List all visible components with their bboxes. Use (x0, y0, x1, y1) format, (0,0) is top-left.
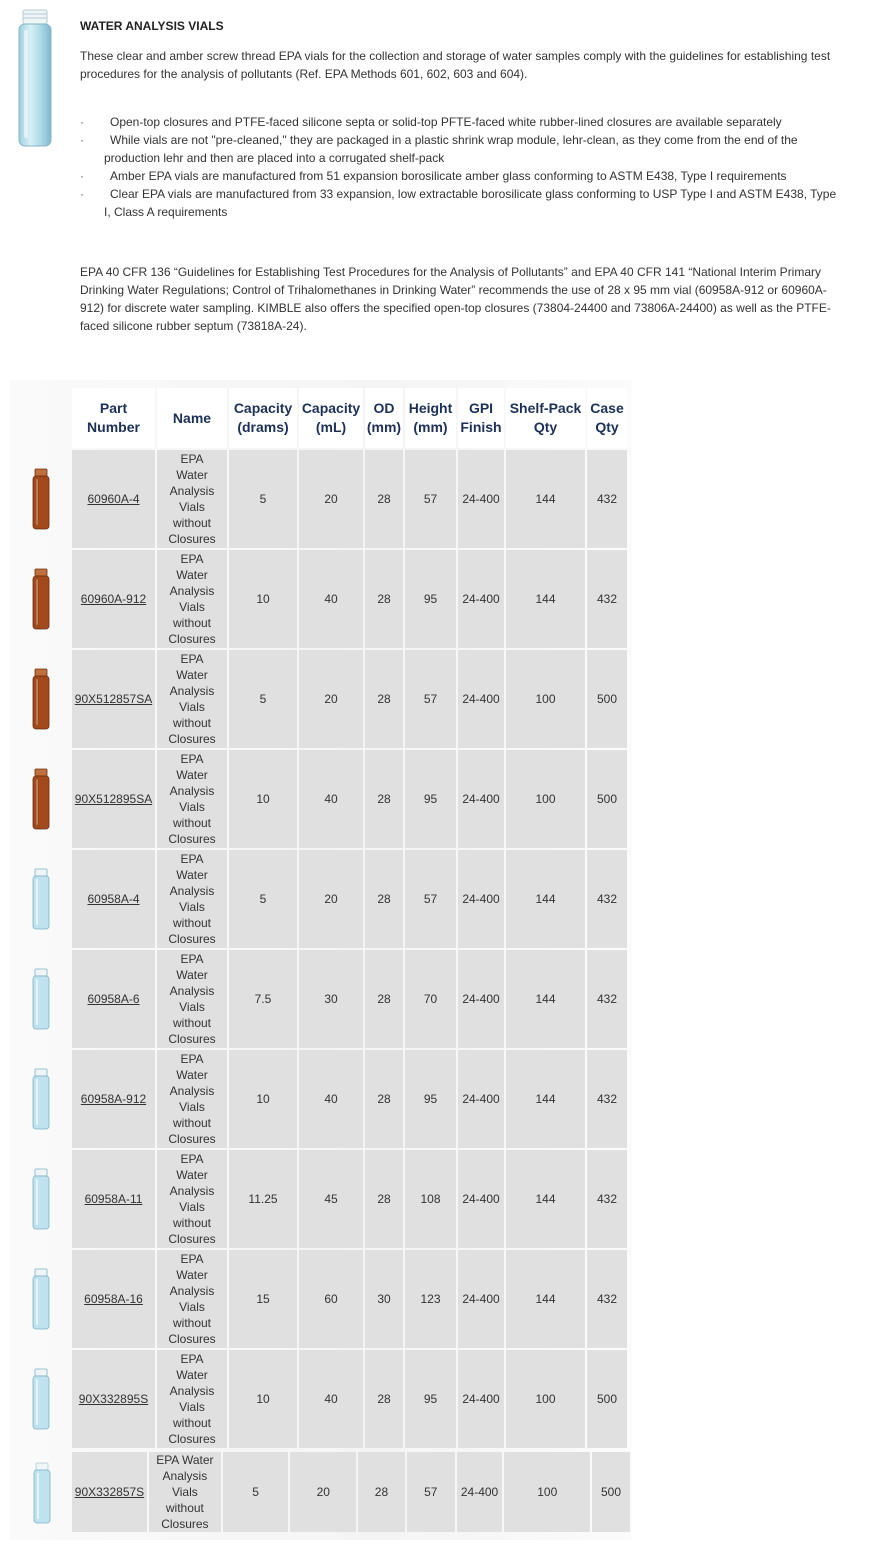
od-mm: 28 (358, 1452, 405, 1532)
case-qty: 432 (587, 450, 627, 548)
gpi-finish: 24-400 (458, 1350, 504, 1448)
vial-amber-image (32, 468, 50, 530)
capacity-ml: 40 (299, 1050, 363, 1148)
part-number-link[interactable]: 90X332895S (78, 1392, 149, 1406)
header-case-qty: Case Qty (587, 388, 627, 448)
height-mm: 95 (405, 750, 456, 848)
table-row (12, 1150, 627, 1248)
product-name: EPA Water Analysis Vials without Closures (157, 1250, 227, 1348)
product-table-area (10, 380, 632, 1540)
capacity-drams: 5 (223, 1452, 289, 1532)
gpi-finish: 24-400 (458, 1150, 504, 1248)
capacity-drams: 10 (229, 750, 297, 848)
vial-clear-image (32, 868, 50, 930)
capacity-drams: 5 (229, 850, 297, 948)
product-table (10, 386, 629, 1450)
list-item: · Clear EPA vials are manufactured from 33 expansion, low extractable borosilicate glass conforming to USP Type I and ASTM E438, Type I, Class A requirements (80, 187, 837, 219)
table-row (12, 1250, 627, 1348)
od-mm: 28 (365, 1050, 403, 1148)
table-row (12, 1050, 627, 1148)
part-number-link[interactable]: 90X512857SA (74, 692, 153, 706)
product-name: EPA Water Analysis Vials without Closures (157, 650, 227, 748)
capacity-ml: 20 (299, 850, 363, 948)
product-table-last-row (70, 1450, 632, 1534)
capacity-ml: 40 (299, 550, 363, 648)
image-header (12, 388, 70, 448)
height-mm: 70 (405, 950, 456, 1048)
capacity-ml: 20 (299, 650, 363, 748)
feature-list (80, 113, 838, 221)
capacity-ml: 40 (299, 750, 363, 848)
part-number-link[interactable]: 60958A-912 (80, 1092, 147, 1106)
intro-paragraph: These clear and amber screw thread EPA vials for the collection and storage of water samples comply with the guidelines for establishing test procedures for the analysis of pollutants (Ref. EPA Methods 601, 602, 603 and 604). (80, 49, 831, 81)
height-mm: 123 (405, 1250, 456, 1348)
case-qty: 432 (587, 1150, 627, 1248)
product-name: EPA Water Analysis Vials without Closures (149, 1452, 221, 1532)
page-title: WATER ANALYSIS VIALS (80, 19, 224, 33)
product-name: EPA Water Analysis Vials without Closures (157, 1350, 227, 1448)
capacity-drams: 10 (229, 1050, 297, 1148)
case-qty: 500 (587, 1350, 627, 1448)
capacity-drams: 5 (229, 650, 297, 748)
part-number-link[interactable]: 60958A-4 (87, 892, 140, 906)
part-number-link[interactable]: 60958A-11 (84, 1192, 143, 1206)
od-mm: 28 (365, 650, 403, 748)
gpi-finish: 24-400 (458, 950, 504, 1048)
gpi-finish: 24-400 (458, 550, 504, 648)
product-name: EPA Water Analysis Vials without Closures (157, 950, 227, 1048)
intro-section (80, 17, 838, 335)
shelf-pack-qty: 144 (506, 1050, 585, 1148)
bullet-marker: · (80, 187, 84, 201)
gpi-finish: 24-400 (458, 450, 504, 548)
capacity-ml: 20 (290, 1452, 356, 1532)
part-number-link[interactable]: 60960A-912 (80, 592, 147, 606)
part-number-link[interactable]: 90X332857S (74, 1485, 145, 1499)
od-mm: 28 (365, 850, 403, 948)
table-header-row (12, 388, 627, 448)
cfr-note: EPA 40 CFR 136 “Guidelines for Establishing Test Procedures for the Analysis of Pollutants” and EPA 40 CFR 141 “National Interim Primary Drinking Water Regulations; Control of Trihalomethanes in Drinking Water” recommends the use of 28 x 95 mm vial (60958A-912 or 60960A-912) for discrete water sampling. KIMBLE also offers the specified open-top closures (73804-24400 and 73806A-24400) as well as the PTFE-faced silicone rubber septum (73818A-24). (80, 265, 831, 333)
shelf-pack-qty: 100 (506, 750, 585, 848)
shelf-pack-qty: 144 (506, 1250, 585, 1348)
capacity-ml: 60 (299, 1250, 363, 1348)
header-part-number: Part Number (72, 388, 155, 448)
case-qty: 432 (587, 850, 627, 948)
capacity-drams: 7.5 (229, 950, 297, 1048)
vial-clear-image (32, 1068, 50, 1130)
height-mm: 57 (405, 850, 456, 948)
od-mm: 28 (365, 750, 403, 848)
list-item: · While vials are not "pre-cleaned," they are packaged in a plastic shrink wrap module, lehr-clean, as they come from the end of the production lehr and then are placed into a corrugated shelf-pack (80, 133, 798, 165)
case-qty: 500 (592, 1452, 630, 1532)
gpi-finish: 24-400 (458, 1250, 504, 1348)
case-qty: 500 (587, 650, 627, 748)
vial-clear-image (32, 1268, 50, 1330)
od-mm: 28 (365, 950, 403, 1048)
shelf-pack-qty: 100 (506, 650, 585, 748)
product-name: EPA Water Analysis Vials without Closures (157, 550, 227, 648)
bullet-marker: · (80, 169, 84, 183)
capacity-drams: 11.25 (229, 1150, 297, 1248)
gpi-finish: 24-400 (458, 750, 504, 848)
gpi-finish: 24-400 (458, 850, 504, 948)
gpi-finish: 24-400 (458, 650, 504, 748)
part-number-link[interactable]: 60958A-16 (84, 1292, 143, 1306)
table-row (12, 450, 627, 548)
capacity-ml: 40 (299, 1350, 363, 1448)
gpi-finish: 24-400 (458, 1050, 504, 1148)
capacity-ml: 30 (299, 950, 363, 1048)
table-row (12, 750, 627, 848)
gpi-finish: 24-400 (457, 1452, 503, 1532)
height-mm: 57 (405, 650, 456, 748)
case-qty: 500 (587, 750, 627, 848)
product-name: EPA Water Analysis Vials without Closures (157, 750, 227, 848)
header-gpi-finish: GPI Finish (458, 388, 504, 448)
vial-clear-image (32, 1368, 50, 1430)
height-mm: 57 (407, 1452, 455, 1532)
vial-clear-image (33, 1462, 51, 1524)
capacity-drams: 10 (229, 550, 297, 648)
capacity-ml: 45 (299, 1150, 363, 1248)
vial-hero-image (16, 8, 54, 148)
product-name: EPA Water Analysis Vials without Closures (157, 1050, 227, 1148)
case-qty: 432 (587, 1050, 627, 1148)
vial-clear-image (32, 1168, 50, 1230)
vial-amber-image (32, 568, 50, 630)
part-number-link[interactable]: 90X512895SA (74, 792, 153, 806)
vial-amber-image (32, 768, 50, 830)
product-name: EPA Water Analysis Vials without Closures (157, 450, 227, 548)
shelf-pack-qty: 144 (506, 850, 585, 948)
od-mm: 30 (365, 1250, 403, 1348)
od-mm: 28 (365, 450, 403, 548)
shelf-pack-qty: 144 (506, 450, 585, 548)
product-name: EPA Water Analysis Vials without Closures (157, 850, 227, 948)
header-capacity-drams: Capacity (drams) (229, 388, 297, 448)
header-od: OD (mm) (365, 388, 403, 448)
height-mm: 95 (405, 1350, 456, 1448)
capacity-drams: 10 (229, 1350, 297, 1448)
table-row (12, 550, 627, 648)
part-number-link[interactable]: 60960A-4 (87, 492, 140, 506)
bullet-marker: · (80, 115, 84, 129)
bullet-marker: · (80, 133, 84, 147)
shelf-pack-qty: 144 (506, 950, 585, 1048)
list-item: · Amber EPA vials are manufactured from 51 expansion borosilicate amber glass conforming to ASTM E438, Type I requirements (80, 169, 787, 183)
height-mm: 95 (405, 550, 456, 648)
shelf-pack-qty: 144 (506, 550, 585, 648)
height-mm: 95 (405, 1050, 456, 1148)
table-row (12, 850, 627, 948)
height-mm: 108 (405, 1150, 456, 1248)
table-row (12, 650, 627, 748)
header-height: Height (mm) (405, 388, 456, 448)
capacity-ml: 20 (299, 450, 363, 548)
od-mm: 28 (365, 550, 403, 648)
capacity-drams: 15 (229, 1250, 297, 1348)
header-capacity-ml: Capacity (mL) (299, 388, 363, 448)
part-number-link[interactable]: 60958A-6 (87, 992, 140, 1006)
shelf-pack-qty: 100 (506, 1350, 585, 1448)
case-qty: 432 (587, 550, 627, 648)
product-name: EPA Water Analysis Vials without Closures (157, 1150, 227, 1248)
vial-amber-image (32, 668, 50, 730)
header-shelf-pack-qty: Shelf-Pack Qty (506, 388, 585, 448)
table-row (12, 950, 627, 1048)
table-row (12, 1350, 627, 1448)
case-qty: 432 (587, 1250, 627, 1348)
case-qty: 432 (587, 950, 627, 1048)
shelf-pack-qty: 144 (506, 1150, 585, 1248)
capacity-drams: 5 (229, 450, 297, 548)
list-item: · Open-top closures and PTFE-faced silicone septa or solid-top PFTE-faced white rubber-lined closures are available separately (80, 115, 782, 129)
od-mm: 28 (365, 1150, 403, 1248)
table-row (72, 1452, 630, 1532)
shelf-pack-qty: 100 (504, 1452, 590, 1532)
header-name: Name (157, 388, 227, 448)
od-mm: 28 (365, 1350, 403, 1448)
vial-clear-image (32, 968, 50, 1030)
height-mm: 57 (405, 450, 456, 548)
